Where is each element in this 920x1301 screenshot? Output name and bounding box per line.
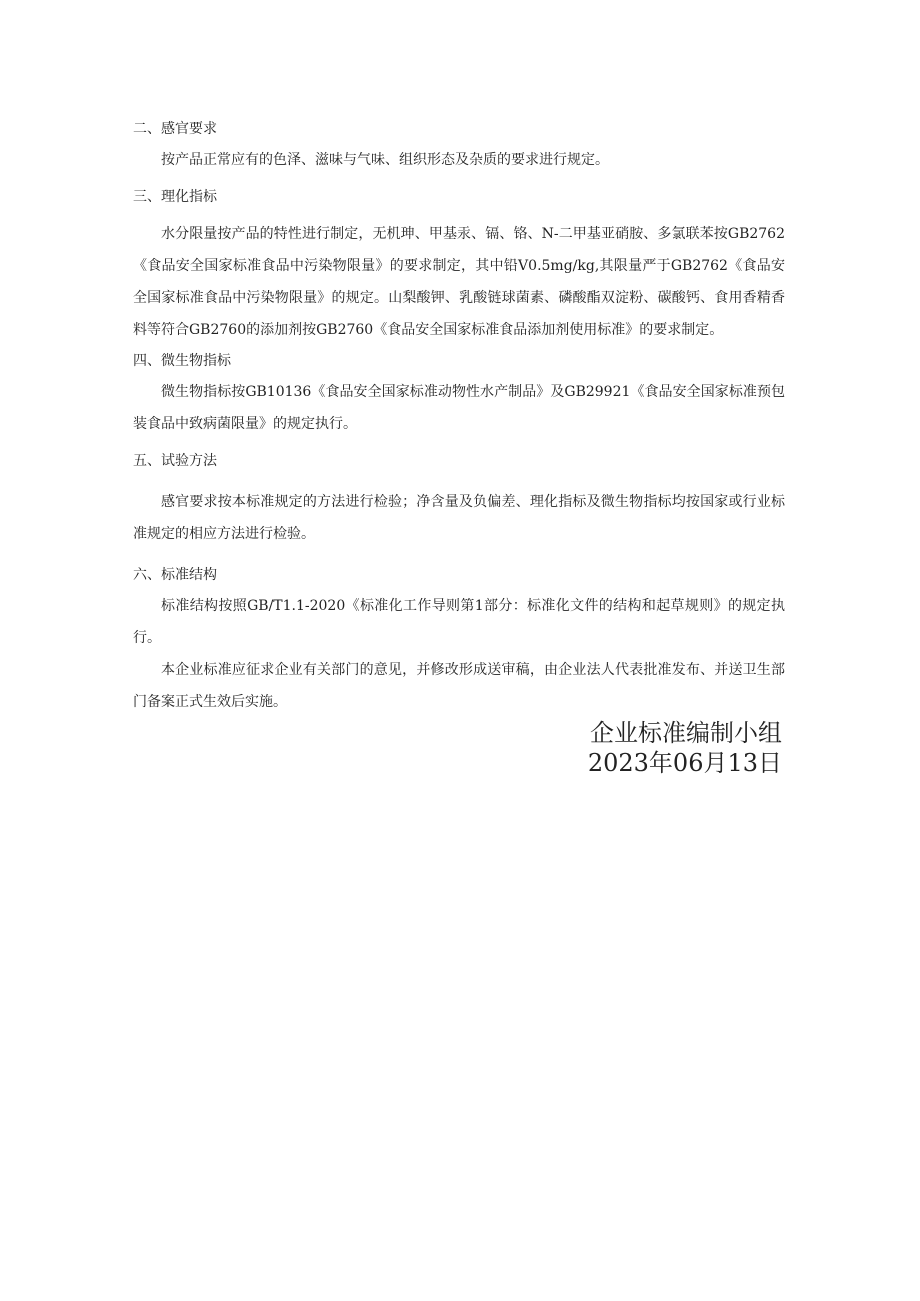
section-structure	[133, 560, 785, 718]
section-microbiology	[133, 346, 785, 440]
section-paragraph: 本企业标准应征求企业有关部门的意见，并修改形成送审稿，由企业法人代表批准发布、并送卫生部门备案正式生效后实施。	[133, 662, 785, 710]
signoff-block	[588, 718, 782, 778]
section-paragraph: 按产品正常应有的色泽、滋味与气味、组织形态及杂质的要求进行规定。	[161, 152, 609, 168]
signoff-date: 2023年06月13日	[587, 749, 782, 777]
section-heading: 三、理化指标	[133, 189, 217, 205]
section-test-methods	[133, 446, 785, 550]
section-physicochemical	[133, 182, 785, 346]
document-body	[133, 114, 785, 718]
section-heading: 六、标准结构	[133, 567, 217, 583]
section-paragraph: 感官要求按本标准规定的方法进行检验；净含量及负偏差、理化指标及微生物指标均按国家或行业标准规定的相应方法进行检验。	[133, 494, 785, 542]
section-paragraph: 水分限量按产品的特性进行制定，无机珅、甲基汞、镉、铬、N-二甲基亚硝胺、多氯联苯按GB2762《食品安全国家标准食品中污染物限量》的要求制定，其中铅V0.5mg∕kg,其限量严于GB2762《食品安全国家标准食品中污染物限量》的规定。山梨酸钾、乳酸链球菌素、磷酸酯双淀粉、碳酸钙、食用香精香料等符合GB2760的添加剂按GB2760《食品安全国家标准食品添加剂使用标准》的要求制定。	[133, 226, 785, 338]
section-paragraph: 标准结构按照GB/T1.1-2020《标准化工作导则第1部分：标准化文件的结构和起草规则》的规定执行。	[133, 598, 785, 646]
section-paragraph: 微生物指标按GB10136《食品安全国家标准动物性水产制品》及GB29921《食品安全国家标准预包装食品中致病菌限量》的规定执行。	[133, 384, 785, 432]
section-heading: 五、试验方法	[133, 453, 217, 469]
section-heading: 四、微生物指标	[133, 353, 231, 369]
section-sensory	[133, 114, 785, 176]
section-heading: 二、感官要求	[133, 121, 217, 137]
signoff-org: 企业标准编制小组	[590, 719, 782, 747]
